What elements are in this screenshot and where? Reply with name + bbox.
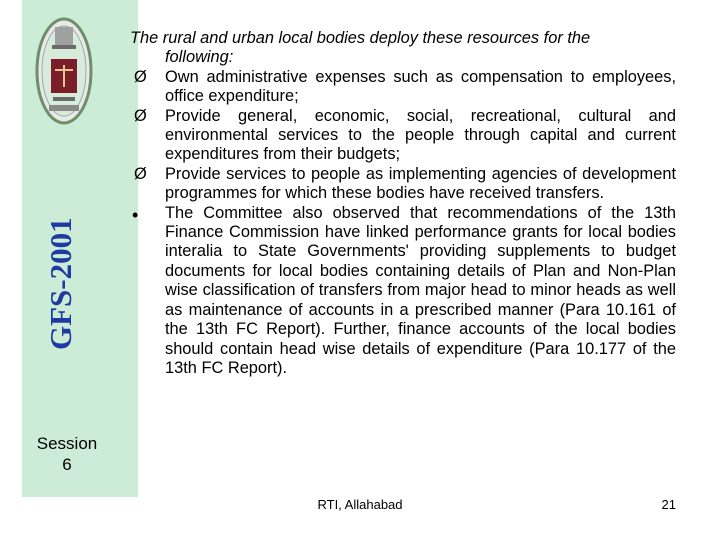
arrow-bullet-icon: Ø: [134, 106, 147, 125]
list-item-text: Provide services to people as implementing agencies of development programmes for which these bodies have received transfers.: [165, 164, 676, 203]
footer-institute: RTI, Allahabad: [317, 497, 403, 512]
session-label: [22, 433, 112, 475]
list-item: [130, 107, 676, 165]
list-item-text: Own administrative expenses such as compensation to employees, office expenditure;: [165, 67, 676, 106]
list-item: [130, 68, 676, 107]
slide-body: [130, 29, 676, 378]
intro-line-2: following:: [165, 48, 234, 67]
arrow-bullet-icon: Ø: [134, 164, 147, 183]
list-item: [130, 204, 676, 379]
emblem-logo-icon: [35, 15, 93, 127]
intro-paragraph: [130, 29, 676, 68]
arrow-bullet-icon: Ø: [134, 67, 147, 86]
sidebar-title: [38, 175, 84, 350]
session-line-1: Session: [36, 434, 98, 453]
intro-line-1: The rural and urban local bodies deploy these resources for the: [130, 29, 591, 47]
list-item-text: Provide general, economic, social, recreational, cultural and environmental services to the people through capital and current expenditures from their budgets;: [165, 106, 676, 164]
list-item-text: The Committee also observed that recommendations of the 13th Finance Commission have linked performance grants for local bodies interalia to State Governments' providing supplements to budget documents for local bodies containing details of Plan and Non-Plan wise classification of transfers from major head to minor heads as well as maintenance of accounts in a prescribed manner (Para 10.161 of the 13th FC Report). Further, finance accounts of the local bodies should contain head wise details of expenditure (Para 10.177 of the 13th FC Report).: [165, 203, 676, 377]
dot-bullet-icon: •: [132, 204, 139, 225]
page-number: 21: [661, 497, 676, 512]
list-item: [130, 165, 676, 204]
sidebar-title-text: GFS-2001: [43, 217, 78, 350]
session-line-2: 6: [62, 455, 72, 474]
